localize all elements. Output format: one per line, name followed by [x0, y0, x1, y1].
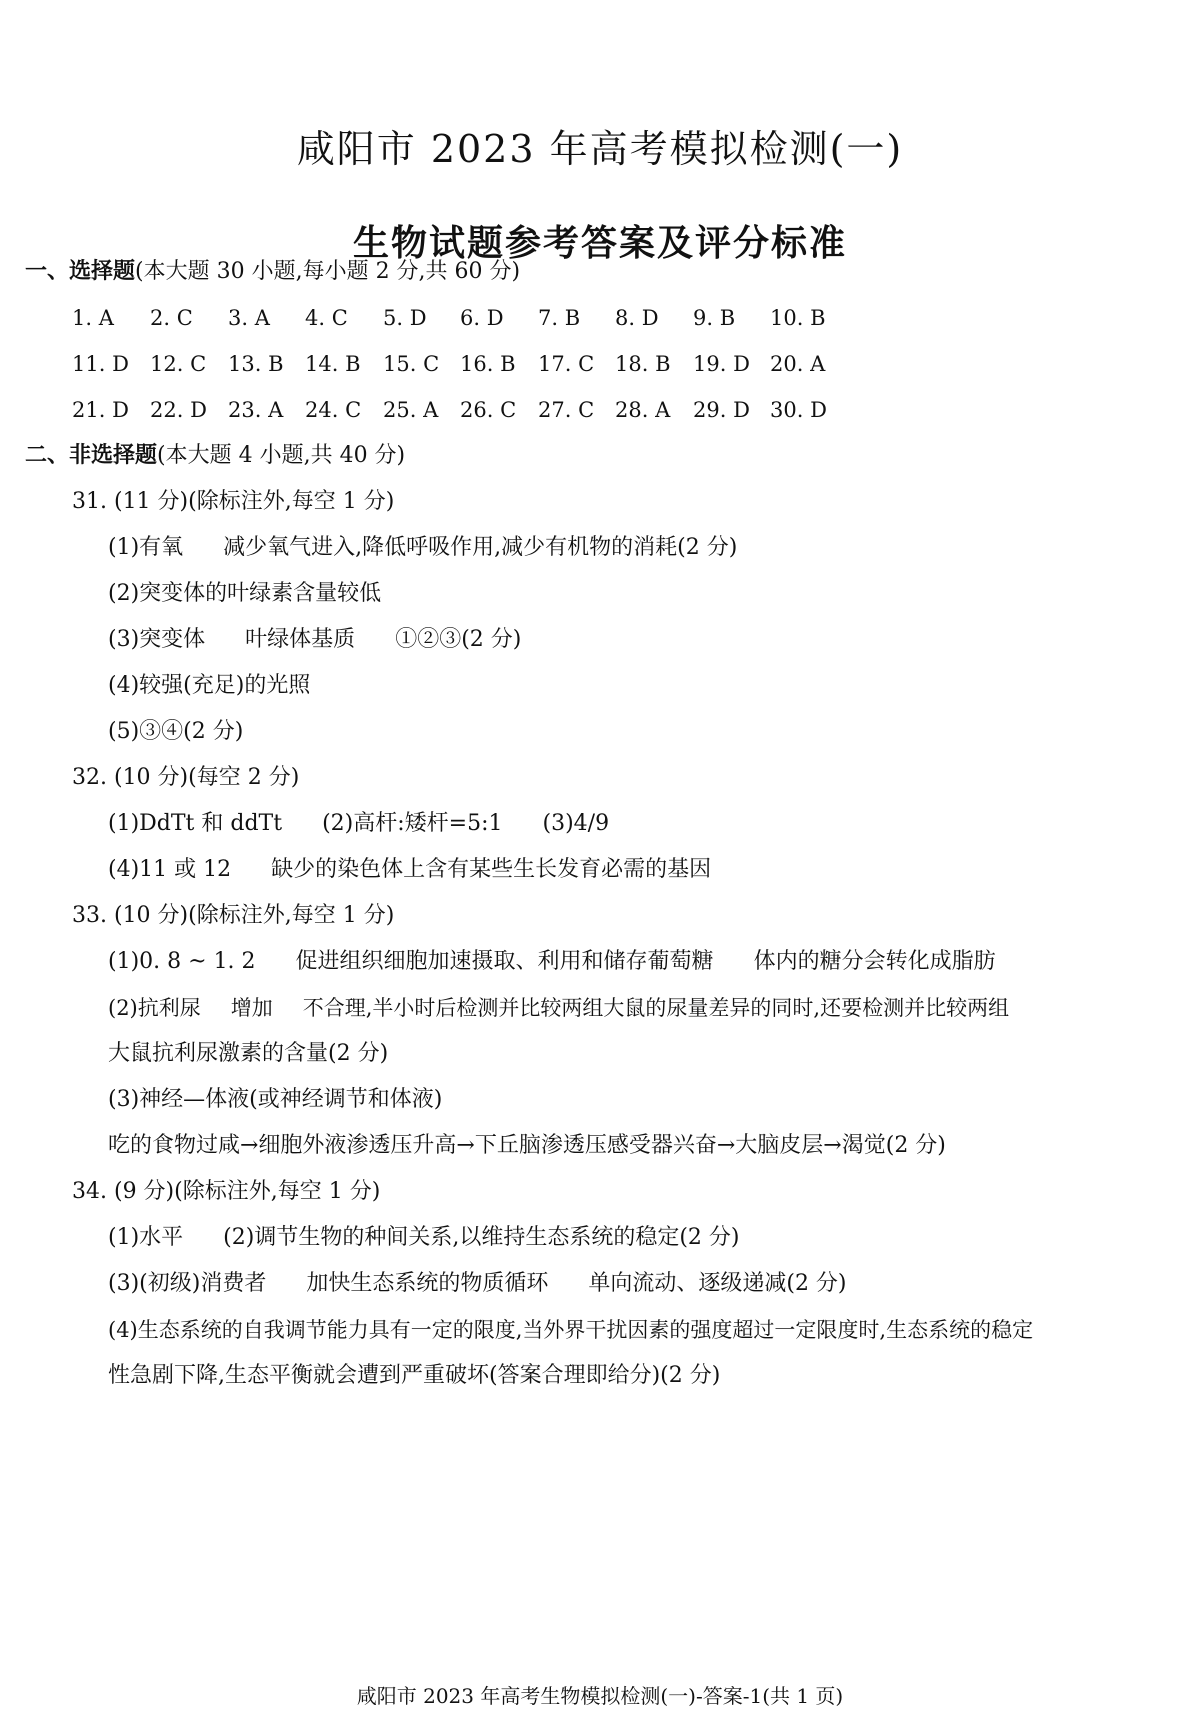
q31-line-3 — [108, 625, 521, 655]
section2-note: (本大题 4 小题,共 40 分) — [157, 443, 406, 468]
answer-item: 1. A — [72, 306, 114, 330]
q32-heading: 32. (10 分)(每空 2 分) — [72, 765, 300, 790]
q32-answer: (1)DdTt 和 ddTt — [108, 811, 283, 836]
answer-item: 9. B — [693, 306, 736, 330]
q32-answer: 缺少的染色体上含有某些生长发育必需的基因 — [271, 857, 712, 882]
answer-item: 19. D — [693, 352, 750, 376]
section1-name: 一、选择题 — [25, 259, 136, 284]
answer-item: 10. B — [770, 306, 826, 330]
section2-heading — [25, 441, 405, 471]
q33-answer: (2)抗利尿 — [108, 996, 201, 1020]
section2-name: 二、非选择题 — [25, 443, 158, 468]
answer-item: 12. C — [150, 352, 207, 376]
q33-answer: (1)0. 8 ~ 1. 2 — [108, 949, 256, 974]
q31-answer: (3)突变体 — [108, 627, 206, 652]
page-subtitle: 生物试题参考答案及评分标准 — [352, 223, 847, 264]
answer-item: 17. C — [538, 352, 595, 376]
q31-answer: (1)有氧 — [108, 535, 184, 560]
q32-line-1 — [108, 809, 609, 839]
answer-item: 6. D — [460, 306, 504, 330]
q33-answer: 不合理,半小时后检测并比较两组大鼠的尿量差异的同时,还要检测并比较两组 — [302, 996, 1010, 1020]
q32-answer: (3)4/9 — [542, 811, 610, 836]
q31-line-2: (2)突变体的叶绿素含量较低 — [108, 581, 382, 606]
q33-answer: 促进组织细胞加速摄取、利用和储存葡萄糖 — [295, 949, 714, 974]
section1-heading — [25, 257, 520, 287]
q33-line-3: 大鼠抗利尿激素的含量(2 分) — [108, 1041, 389, 1066]
q32-line-2 — [108, 855, 711, 885]
answer-item: 24. C — [305, 398, 362, 422]
q33-answer: 增加 — [230, 996, 273, 1020]
answer-item: 8. D — [615, 306, 659, 330]
q33-line-4: (3)神经—体液(或神经调节和体液) — [108, 1087, 443, 1112]
answer-item: 14. B — [305, 352, 361, 376]
page-footer: 咸阳市 2023 年高考生物模拟检测(一)-答案-1(共 1 页) — [356, 1684, 844, 1708]
q33-line-2 — [108, 993, 1009, 1023]
q34-answer: (2)调节生物的种间关系,以维持生态系统的稳定(2 分) — [223, 1225, 740, 1250]
answer-item: 20. A — [770, 352, 826, 376]
q31-line-1 — [108, 533, 737, 563]
answer-item: 25. A — [383, 398, 439, 422]
q34-line-1 — [108, 1223, 740, 1253]
answer-item: 30. D — [770, 398, 827, 422]
answer-item: 18. B — [615, 352, 671, 376]
q34-answer: (1)水平 — [108, 1225, 184, 1250]
q34-heading: 34. (9 分)(除标注外,每空 1 分) — [72, 1179, 381, 1204]
q31-line-4: (4)较强(充足)的光照 — [108, 673, 311, 698]
q34-answer: (3)(初级)消费者 — [108, 1271, 267, 1296]
answer-item: 21. D — [72, 398, 129, 422]
q33-answer: 体内的糖分会转化成脂肪 — [753, 949, 996, 974]
q34-line-2 — [108, 1269, 847, 1299]
q31-answer: 减少氧气进入,降低呼吸作用,减少有机物的消耗(2 分) — [223, 535, 738, 560]
page-title: 咸阳市 2023 年高考模拟检测(一) — [296, 127, 904, 171]
q32-answer: (2)高杆:矮杆=5:1 — [322, 811, 503, 836]
q34-answer: 加快生态系统的物质循环 — [306, 1271, 549, 1296]
answer-item: 2. C — [150, 306, 193, 330]
answer-item: 3. A — [228, 306, 270, 330]
answer-item: 15. C — [383, 352, 440, 376]
q34-line-4: 性急剧下降,生态平衡就会遭到严重破坏(答案合理即给分)(2 分) — [108, 1363, 721, 1388]
answer-item: 7. B — [538, 306, 581, 330]
q31-answer: 叶绿体基质 — [245, 627, 356, 652]
q33-line-5: 吃的食物过咸→细胞外液渗透压升高→下丘脑渗透压感受器兴奋→大脑皮层→渴觉(2 分) — [108, 1133, 946, 1158]
q31-heading: 31. (11 分)(除标注外,每空 1 分) — [72, 489, 395, 514]
answer-item: 23. A — [228, 398, 284, 422]
answer-item: 11. D — [72, 352, 129, 376]
q31-line-5: (5)③④(2 分) — [108, 719, 244, 744]
answer-item: 22. D — [150, 398, 207, 422]
q33-heading: 33. (10 分)(除标注外,每空 1 分) — [72, 903, 395, 928]
q31-answer: ①②③(2 分) — [395, 627, 522, 652]
answer-item: 27. C — [538, 398, 595, 422]
q34-line-3: (4)生态系统的自我调节能力具有一定的限度,当外界干扰因素的强度超过一定限度时,生态系统的稳定 — [108, 1318, 1034, 1342]
answer-item: 26. C — [460, 398, 517, 422]
q33-line-1 — [108, 947, 996, 977]
answer-item: 4. C — [305, 306, 348, 330]
answer-item: 5. D — [383, 306, 427, 330]
answer-item: 29. D — [693, 398, 750, 422]
section1-note: (本大题 30 小题,每小题 2 分,共 60 分) — [135, 259, 521, 284]
q34-answer: 单向流动、逐级递减(2 分) — [588, 1271, 847, 1296]
answer-item: 16. B — [460, 352, 516, 376]
q32-answer: (4)11 或 12 — [108, 857, 232, 882]
answer-item: 28. A — [615, 398, 671, 422]
answer-item: 13. B — [228, 352, 284, 376]
